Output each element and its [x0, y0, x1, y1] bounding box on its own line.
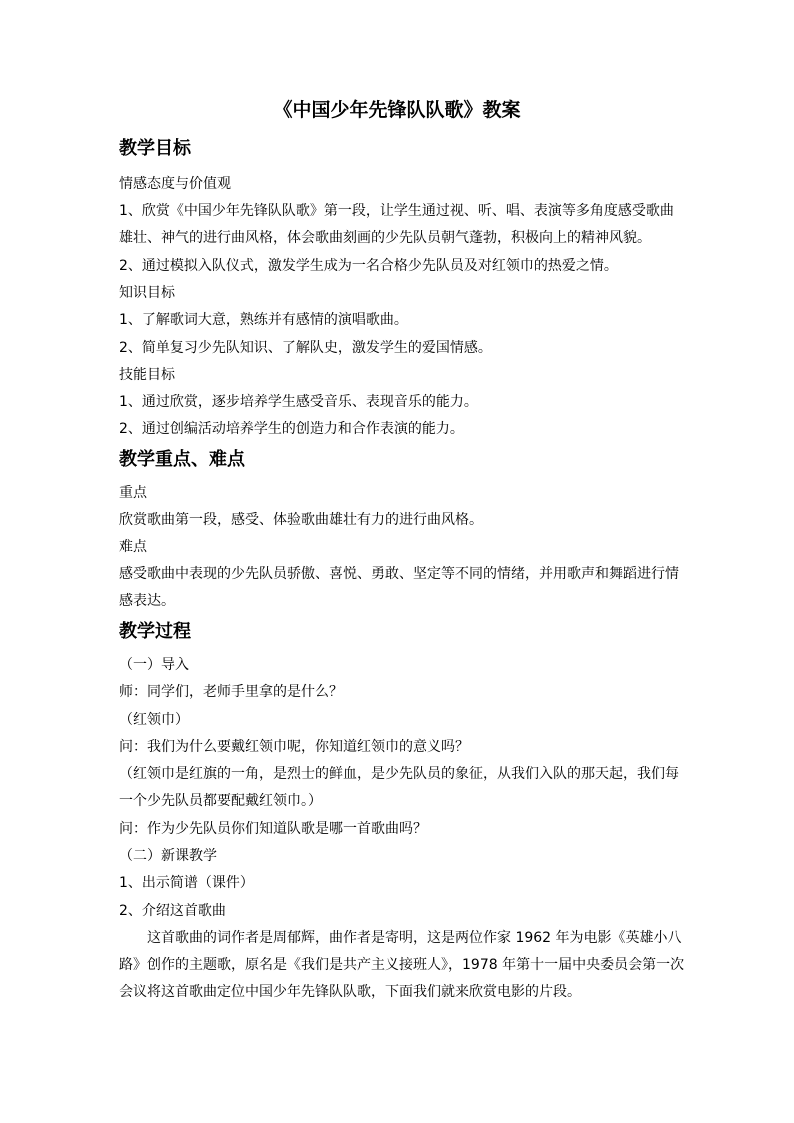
subheading: 技能目标 [119, 367, 175, 383]
paragraph-line: 问：我们为什么要戴红领巾呢，你知道红领巾的意义吗？ [119, 739, 469, 755]
subheading: （二）新课教学 [119, 848, 217, 864]
paragraph-line: （红领巾是红旗的一角，是烈士的鲜血，是少先队员的象征，从我们入队的那天起，我们每 [119, 766, 679, 782]
paragraph-line: 这首歌曲的词作者是周郁辉，曲作者是寄明，这是两位作家 1962 年为电影《英雄小八 [147, 930, 682, 946]
paragraph-line: 1、欣赏《中国少年先锋队队歌》第一段，让学生通过视、听、唱、表演等多角度感受歌曲 [119, 203, 674, 219]
paragraph-line: 感表达。 [119, 593, 175, 609]
paragraph-line: （红领巾） [119, 712, 189, 728]
subheading: （一）导入 [119, 657, 189, 673]
subheading: 知识目标 [119, 285, 175, 301]
subheading: 难点 [119, 539, 147, 555]
paragraph-line: 1、通过欣赏，逐步培养学生感受音乐、表现音乐的能力。 [119, 394, 478, 410]
paragraph-line: 欣赏歌曲第一段，感受、体验歌曲雄壮有力的进行曲风格。 [119, 512, 483, 528]
document-title: 《中国少年先锋队队歌》教案 [273, 99, 521, 121]
paragraph-line: 2、介绍这首歌曲 [119, 903, 226, 919]
subheading: 情感态度与价值观 [119, 176, 231, 192]
paragraph-line: 一个少先队员都要配戴红领巾。） [119, 793, 322, 809]
paragraph-line: 2、通过模拟入队仪式，激发学生成为一名合格少先队员及对红领巾的热爱之情。 [119, 258, 618, 274]
paragraph-line: 1、出示简谱（课件） [119, 875, 254, 891]
paragraph-line: 会议将这首歌曲定位中国少年先锋队队歌，下面我们就来欣赏电影的片段。 [119, 984, 581, 1000]
paragraph-line: 师：同学们，老师手里拿的是什么？ [119, 684, 343, 700]
section-heading-process: 教学过程 [119, 621, 191, 642]
subheading: 重点 [119, 485, 147, 501]
paragraph-line: 2、通过创编活动培养学生的创造力和合作表演的能力。 [119, 421, 464, 437]
paragraph-line: 雄壮、神气的进行曲风格，体会歌曲刻画的少先队员朝气蓬勃，积极向上的精神风貌。 [119, 230, 651, 246]
section-heading-key-points: 教学重点、难点 [119, 449, 245, 470]
paragraph-line: 感受歌曲中表现的少先队员骄傲、喜悦、勇敢、坚定等不同的情绪，并用歌声和舞蹈进行情 [119, 566, 679, 582]
paragraph-line: 路》创作的主题歌，原名是《我们是共产主义接班人》，1978 年第十一届中央委员会第一次 [119, 957, 685, 973]
paragraph-line: 问：作为少先队员你们知道队歌是哪一首歌曲吗？ [119, 821, 427, 837]
paragraph-line: 1、了解歌词大意，熟练并有感情的演唱歌曲。 [119, 312, 408, 328]
section-heading-objectives: 教学目标 [119, 138, 191, 159]
paragraph-line: 2、简单复习少先队知识、了解队史，激发学生的爱国情感。 [119, 340, 492, 356]
